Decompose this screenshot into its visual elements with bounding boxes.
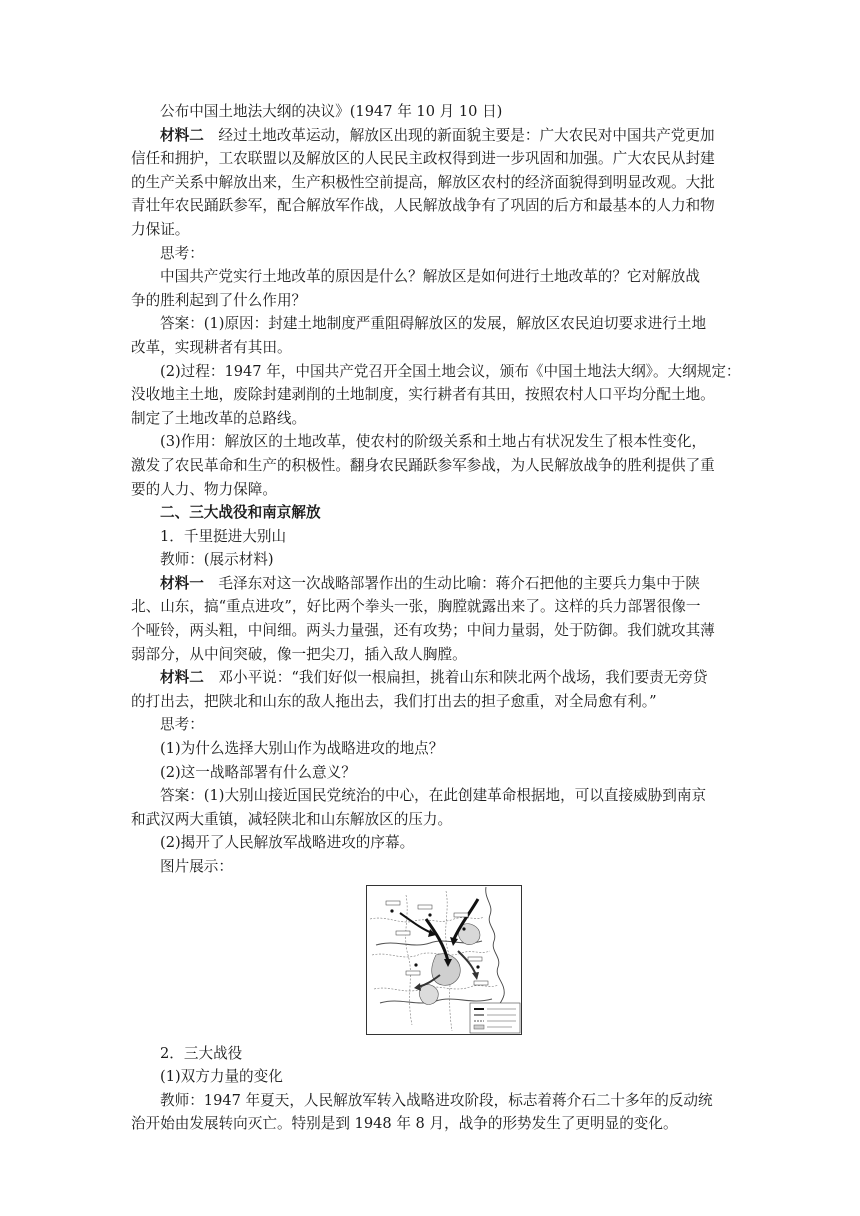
text-content: 信任和拥护，工农联盟以及解放区的人民民主政权得到进一步巩固和加强。广大农民从封建 [131, 150, 715, 168]
text-line [131, 430, 731, 454]
text-content: 和武汉两大重镇，减轻陕北和山东解放区的压力。 [131, 810, 453, 828]
text-content: 力保证。 [131, 220, 190, 238]
text-content: 的生产关系中解放出来，生产积极性空前提高，解放区农村的经济面貌得到明显改观。大批 [131, 173, 715, 191]
text-line [131, 548, 731, 572]
text-line [131, 1042, 731, 1066]
text-line [131, 242, 731, 266]
map-figure-icon [366, 885, 522, 1035]
text-content: 邓小平说：“我们好似一根扁担，挑着山东和陕北两个战场，我们要责无旁贷 [203, 669, 708, 687]
text-line [131, 124, 731, 148]
text-line [131, 831, 731, 855]
text-content: 个哑铃，两头粗，中间细。两头力量强，还有攻势；中间力量弱，处于防御。我们就攻其薄 [131, 622, 715, 640]
text-line [131, 501, 731, 525]
text-content: 弱部分，从中间突破，像一把尖刀，插入敌人胸膛。 [131, 645, 467, 663]
text-content: 制定了土地改革的总路线。 [131, 409, 307, 427]
text-content: 1．千里挺进大别山 [160, 527, 287, 545]
text-content: 思考： [160, 716, 204, 734]
text-line [131, 666, 731, 690]
text-content: 中国共产党实行土地改革的原因是什么？解放区是如何进行土地改革的？它对解放战 [160, 268, 700, 286]
text-line [131, 218, 731, 242]
text-line [131, 289, 731, 313]
text-line [131, 100, 731, 124]
text-content: 2．三大战役 [160, 1044, 243, 1062]
text-content: (1)为什么选择大别山作为战略进攻的地点？ [160, 740, 444, 758]
text-content: 答案：(1)原因：封建土地制度严重阻碍解放区的发展，解放区农民迫切要求进行土地 [160, 315, 707, 333]
text-line [131, 407, 731, 431]
text-content: 图片展示： [160, 858, 233, 875]
text-line [131, 336, 731, 360]
text-line [131, 572, 731, 596]
text-content: 经过土地改革运动，解放区出现的新面貌主要是：广大农民对中国共产党更加 [203, 126, 715, 144]
text-line [131, 619, 731, 643]
text-line [131, 454, 731, 478]
text-line [131, 808, 731, 832]
text-line [131, 690, 731, 714]
text-content: 改革，实现耕者有其田。 [131, 338, 292, 356]
text-line [131, 1065, 731, 1089]
text-line [131, 713, 731, 737]
text-content: (3)作用：解放区的土地改革，使农村的阶级关系和土地占有状况发生了根本性变化， [160, 433, 707, 451]
text-line [131, 265, 731, 289]
map-figure [366, 885, 522, 1035]
text-content: (1)双方力量的变化 [160, 1068, 283, 1086]
text-block-after-figure [131, 1042, 731, 1136]
text-content: 争的胜利起到了什么作用？ [131, 291, 307, 309]
text-line [131, 761, 731, 785]
text-content: 青壮年农民踊跃参军，配合解放军作战，人民解放战争有了巩固的后方和最基本的人力和物 [131, 197, 715, 215]
text-content: 要的人力、物力保障。 [131, 480, 277, 498]
text-line [131, 784, 731, 808]
text-line [131, 525, 731, 549]
text-line [131, 194, 731, 218]
text-content: 答案：(1)大别山接近国民党统治的中心，在此创建革命根据地，可以直接威胁到南京 [160, 787, 707, 805]
text-block-before-figure [131, 100, 741, 879]
text-line [131, 595, 731, 619]
text-content: (2)过程：1947 年，中国共产党召开全国土地会议，颁布《中国土地法大纲》。大纲规定： [160, 362, 741, 380]
text-content: 激发了农民革命和生产的积极性。翻身农民踊跃参军参战，为人民解放战争的胜利提供了重 [131, 456, 715, 474]
text-line [131, 147, 731, 171]
text-content: 公布中国土地法大纲的决议》(1947 年 10 月 10 日) [160, 103, 503, 120]
text-content: 二、三大战役和南京解放 [160, 504, 321, 522]
text-content: 教师：1947 年夏天，人民解放军转入战略进攻阶段，标志着蒋介石二十多年的反动统 [160, 1091, 713, 1109]
text-line [131, 171, 731, 195]
text-line [131, 643, 731, 667]
text-line [131, 855, 731, 879]
text-content: 没收地主土地，废除封建剥削的土地制度，实行耕者有其田，按照农村人口平均分配土地。 [131, 386, 715, 404]
material-label: 材料二 [160, 669, 204, 687]
text-content: 的打出去，把陕北和山东的敌人拖出去，我们打出去的担子愈重，对全局愈有利。” [131, 692, 657, 710]
document-page [131, 100, 741, 1136]
text-line [131, 1112, 731, 1136]
text-content: 教师：(展示材料) [160, 551, 274, 569]
text-line [131, 360, 741, 384]
text-content: 毛泽东对这一次战略部署作出的生动比喻：蒋介石把他的主要兵力集中于陕 [203, 574, 700, 592]
text-content: (2)揭开了人民解放军战略进攻的序幕。 [160, 834, 415, 852]
text-content: (2)这一战略部署有什么意义？ [160, 763, 356, 781]
text-content: 治开始由发展转向灭亡。特别是到 1948 年 8 月，战争的形势发生了更明显的变化。 [131, 1115, 678, 1133]
text-line [131, 737, 731, 761]
text-line [131, 383, 731, 407]
text-line [131, 1089, 731, 1113]
text-content: 北、山东，搞“重点进攻”，好比两个拳头一张，胸膛就露出来了。这样的兵力部署很像一 [131, 598, 701, 616]
text-content: 思考： [160, 244, 204, 262]
material-label: 材料二 [160, 126, 204, 144]
text-line [131, 478, 731, 502]
text-line [131, 312, 731, 336]
material-label: 材料一 [160, 574, 204, 592]
